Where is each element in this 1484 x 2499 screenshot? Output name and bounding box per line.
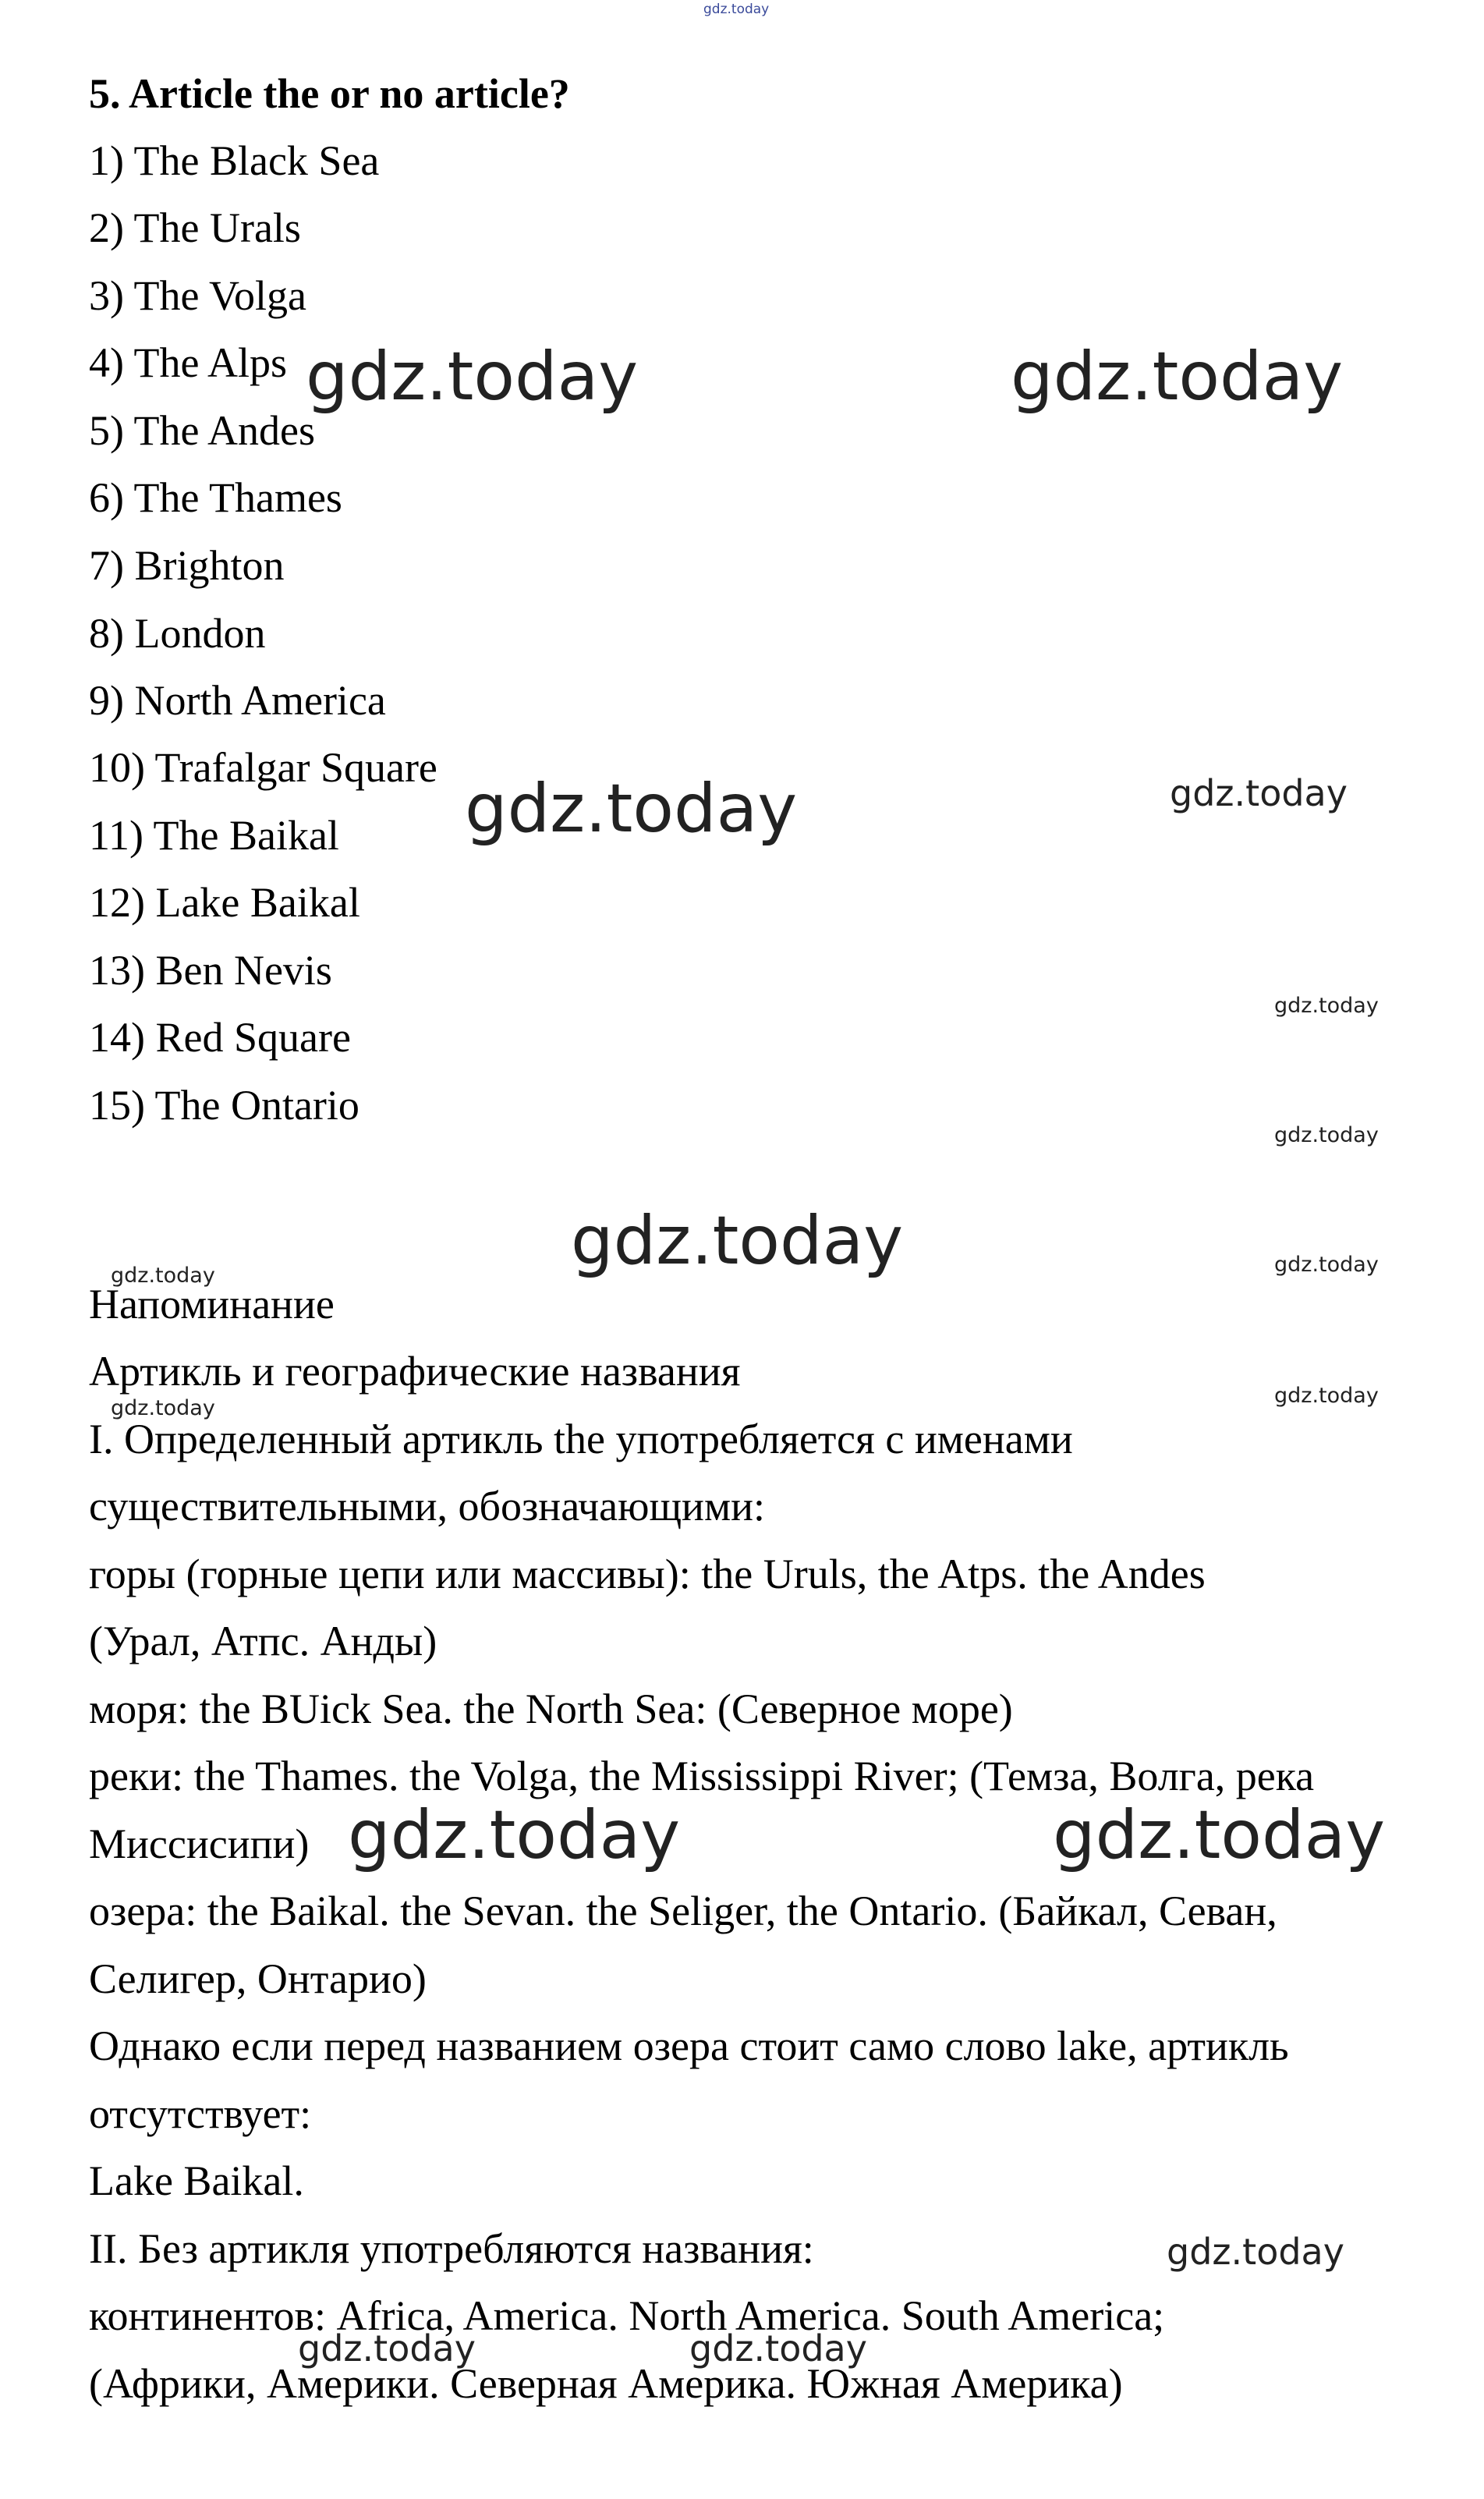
reminder-line: I. Определенный артикль the употребляется с именами (89, 1416, 1073, 1462)
reminder-line: моря: the BUick Sea. the North Sea: (Северное море) (89, 1685, 1013, 1732)
reminder-heading: Напоминание (89, 1281, 335, 1327)
reminder-line: отсутствует: (89, 2090, 312, 2137)
exercise-item-13: 13) Ben Nevis (89, 947, 332, 994)
watermark: gdz.today (1167, 2231, 1344, 2273)
watermark: gdz.today (306, 338, 639, 416)
watermark: gdz.today (111, 1396, 215, 1420)
watermark-top: gdz.today (703, 2, 770, 17)
reminder-line: Миссисипи) (89, 1820, 310, 1867)
reminder-line: Lake Baikal. (89, 2157, 304, 2204)
reminder-line: (Африки, Америки. Северная Америка. Южная Америка) (89, 2360, 1123, 2407)
exercise-item-14: 14) Red Square (89, 1014, 351, 1061)
exercise-item-6: 6) The Thames (89, 474, 342, 521)
watermark: gdz.today (1274, 1384, 1379, 1408)
reminder-line: II. Без артикля употребляются названия: (89, 2225, 814, 2272)
watermark: gdz.today (689, 2327, 867, 2370)
watermark: gdz.today (1053, 1796, 1386, 1874)
exercise-item-10: 10) Trafalgar Square (89, 744, 437, 791)
exercise-item-7: 7) Brighton (89, 542, 285, 589)
exercise-item-9: 9) North America (89, 677, 386, 724)
exercise-title: 5. Article the or no article? (89, 70, 570, 117)
watermark: gdz.today (1170, 772, 1348, 814)
watermark: gdz.today (1011, 338, 1344, 416)
exercise-item-3: 3) The Volga (89, 272, 306, 319)
watermark: gdz.today (111, 1264, 215, 1288)
watermark: gdz.today (571, 1202, 904, 1280)
watermark: gdz.today (298, 2327, 476, 2370)
exercise-item-1: 1) The Black Sea (89, 137, 380, 184)
reminder-line: Однако если перед названием озера стоит само слово lake, артикль (89, 2022, 1289, 2069)
exercise-item-5: 5) The Andes (89, 407, 315, 454)
reminder-line: существительными, обозначающими: (89, 1483, 766, 1530)
watermark: gdz.today (465, 770, 798, 848)
watermark: gdz.today (1274, 994, 1379, 1018)
reminder-line: континентов: Africa, America. North America. South America; (89, 2292, 1165, 2339)
reminder-line: озера: the Baikal. the Sevan. the Seliger, the Ontario. (Байкал, Севан, (89, 1888, 1277, 1934)
watermark: gdz.today (1274, 1253, 1379, 1277)
reminder-line: Селигер, Онтарио) (89, 1955, 427, 2002)
watermark: gdz.today (348, 1796, 681, 1874)
exercise-item-2: 2) The Urals (89, 204, 301, 251)
exercise-item-11: 11) The Baikal (89, 812, 339, 859)
reminder-subheading: Артикль и географические названия (89, 1348, 741, 1395)
exercise-item-4: 4) The Alps (89, 339, 287, 386)
exercise-item-15: 15) The Ontario (89, 1082, 359, 1129)
reminder-line: горы (горные цепи или массивы): the Uruls, the Atps. the Andes (89, 1551, 1206, 1597)
watermark: gdz.today (1274, 1123, 1379, 1147)
reminder-line: реки: the Thames. the Volga, the Mississippi River; (Темза, Волга, река (89, 1753, 1315, 1799)
exercise-item-12: 12) Lake Baikal (89, 879, 360, 926)
reminder-line: (Урал, Атпс. Анды) (89, 1618, 437, 1664)
exercise-item-8: 8) London (89, 610, 266, 657)
